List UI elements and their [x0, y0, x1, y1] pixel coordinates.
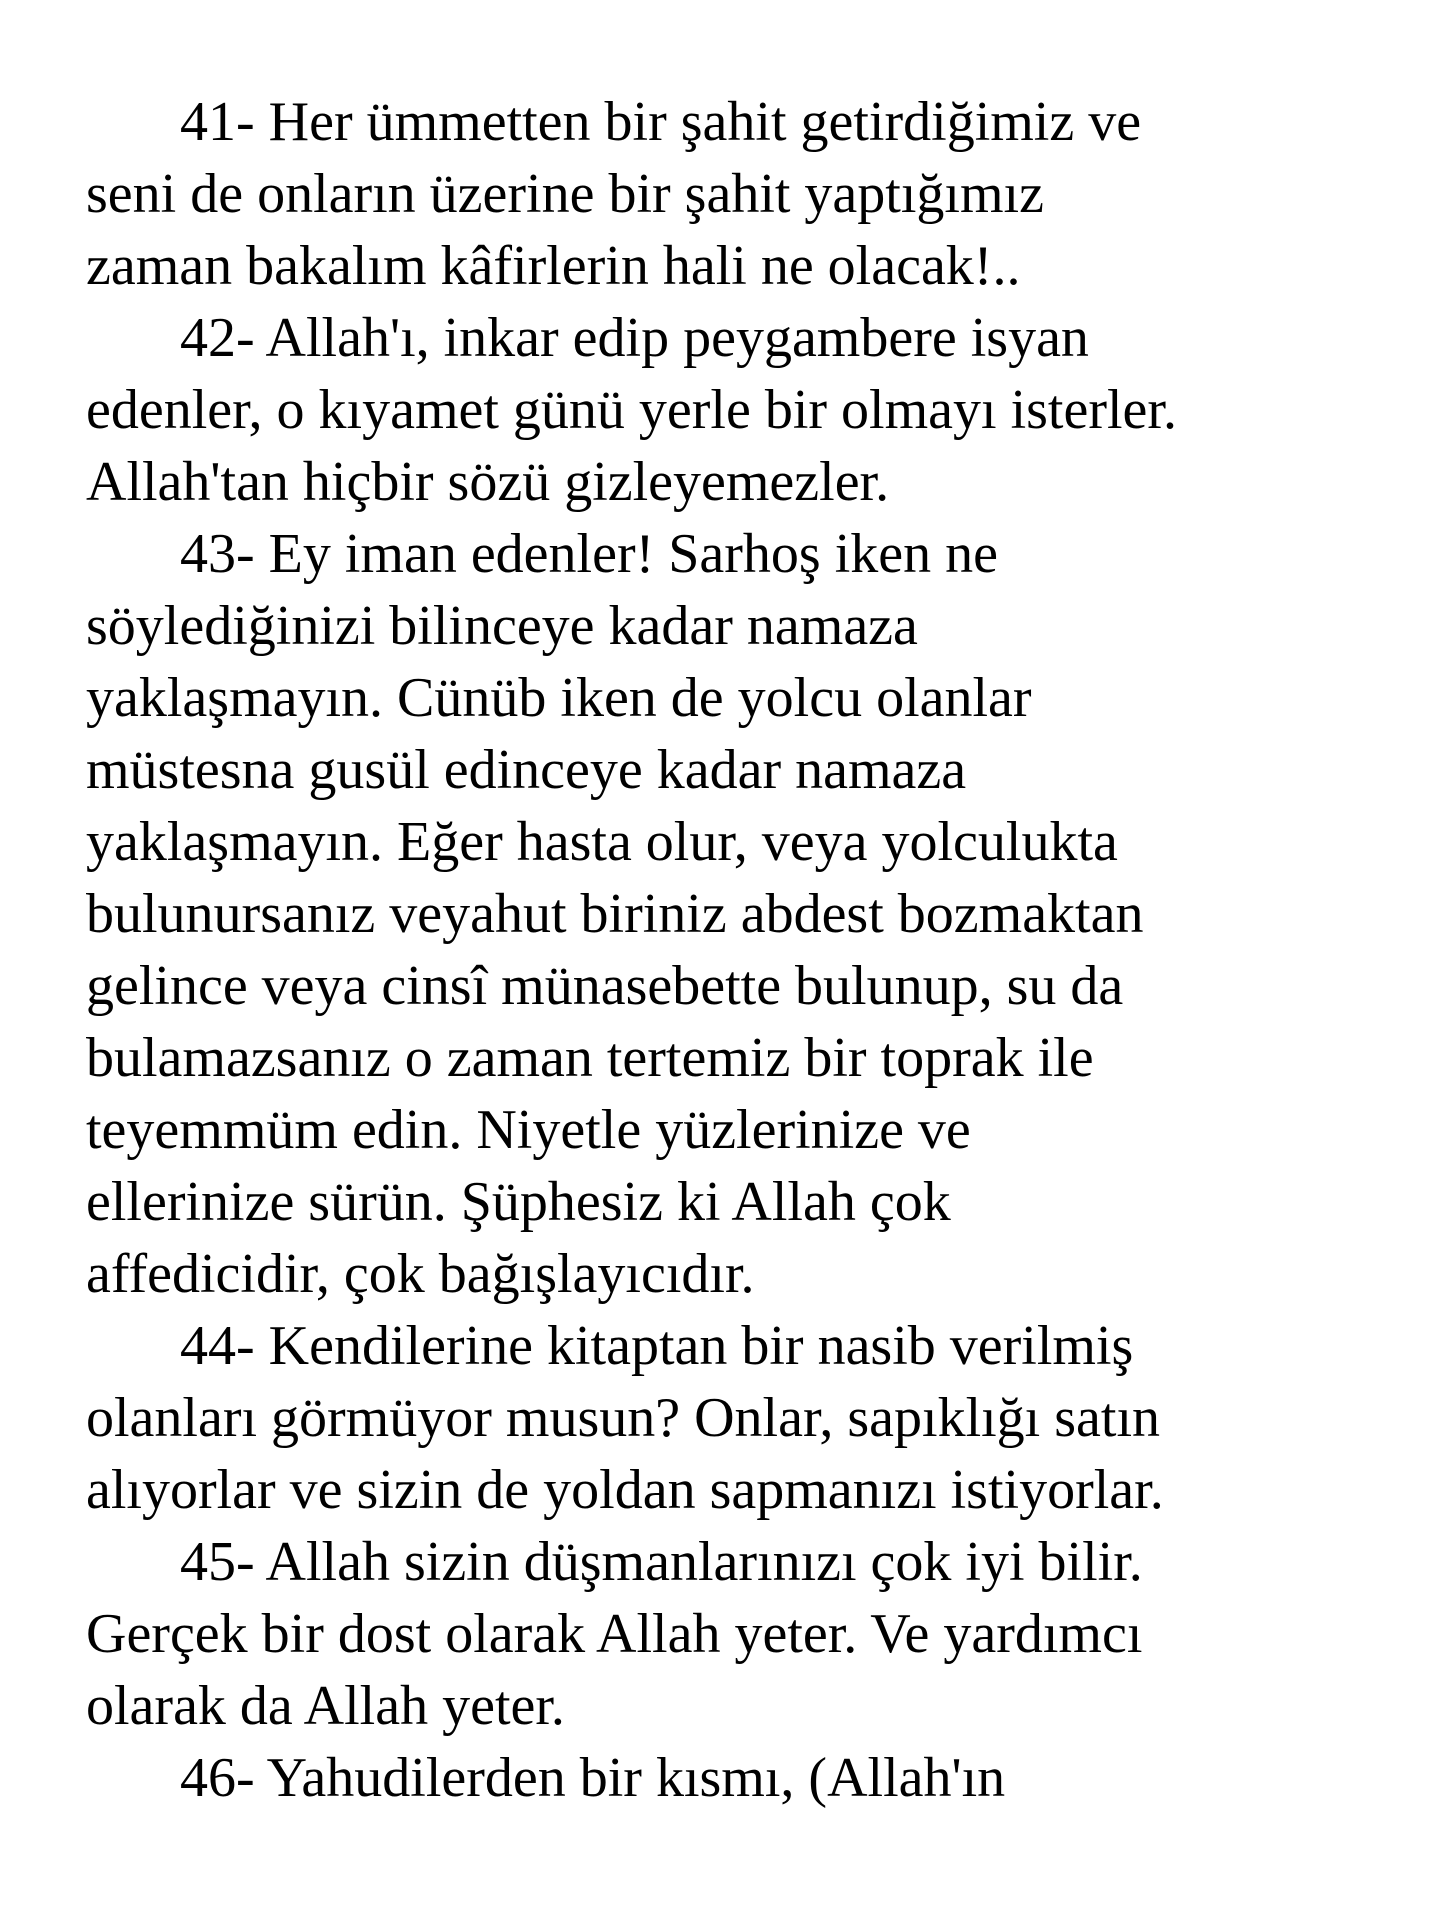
verse-line: ellerinize sürün. Şüphesiz ki Allah çok — [86, 1171, 951, 1233]
verse-line: bulunursanız veyahut biriniz abdest bozmaktan — [86, 883, 1144, 945]
verse-line: olanları görmüyor musun? Onlar, sapıklığı satın — [86, 1387, 1161, 1449]
document-page — [86, 86, 1416, 1814]
verse-line: 44- Kendilerine kitaptan bir nasib verilmiş — [180, 1315, 1134, 1377]
verse-line: 46- Yahudilerden bir kısmı, (Allah'ın — [180, 1747, 1006, 1809]
verse-line: seni de onların üzerine bir şahit yaptığımız — [86, 163, 1044, 225]
verse-44 — [86, 1310, 1416, 1526]
verse-line: 41- Her ümmetten bir şahit getirdiğimiz ve — [180, 91, 1142, 153]
verse-line: edenler, o kıyamet günü yerle bir olmayı isterler. — [86, 379, 1177, 441]
verse-line: olarak da Allah yeter. — [86, 1675, 565, 1737]
verse-line: yaklaşmayın. Cünüb iken de yolcu olanlar — [86, 667, 1032, 729]
verse-line: bulamazsanız o zaman tertemiz bir toprak ile — [86, 1027, 1094, 1089]
verse-line: yaklaşmayın. Eğer hasta olur, veya yolculukta — [86, 811, 1118, 873]
verse-line: affedicidir, çok bağışlayıcıdır. — [86, 1243, 755, 1305]
verse-45 — [86, 1526, 1416, 1742]
verse-line: 42- Allah'ı, inkar edip peygambere isyan — [180, 307, 1089, 369]
verse-line: 45- Allah sizin düşmanlarınızı çok iyi bilir. — [180, 1531, 1143, 1593]
verse-43 — [86, 518, 1416, 1310]
verse-line: gelince veya cinsî münasebette bulunup, su da — [86, 955, 1124, 1017]
verse-line: Allah'tan hiçbir sözü gizleyemezler. — [86, 451, 890, 513]
verse-42 — [86, 302, 1416, 518]
verse-line: Gerçek bir dost olarak Allah yeter. Ve yardımcı — [86, 1603, 1143, 1665]
verse-46 — [86, 1742, 1416, 1814]
verse-line: zaman bakalım kâfirlerin hali ne olacak!.. — [86, 235, 1021, 297]
verse-line: müstesna gusül edinceye kadar namaza — [86, 739, 967, 801]
verse-line: söylediğinizi bilinceye kadar namaza — [86, 595, 918, 657]
verse-41 — [86, 86, 1416, 302]
verse-line: 43- Ey iman edenler! Sarhoş iken ne — [180, 523, 998, 585]
verse-line: teyemmüm edin. Niyetle yüzlerinize ve — [86, 1099, 971, 1161]
verse-line: alıyorlar ve sizin de yoldan sapmanızı istiyorlar. — [86, 1459, 1164, 1521]
